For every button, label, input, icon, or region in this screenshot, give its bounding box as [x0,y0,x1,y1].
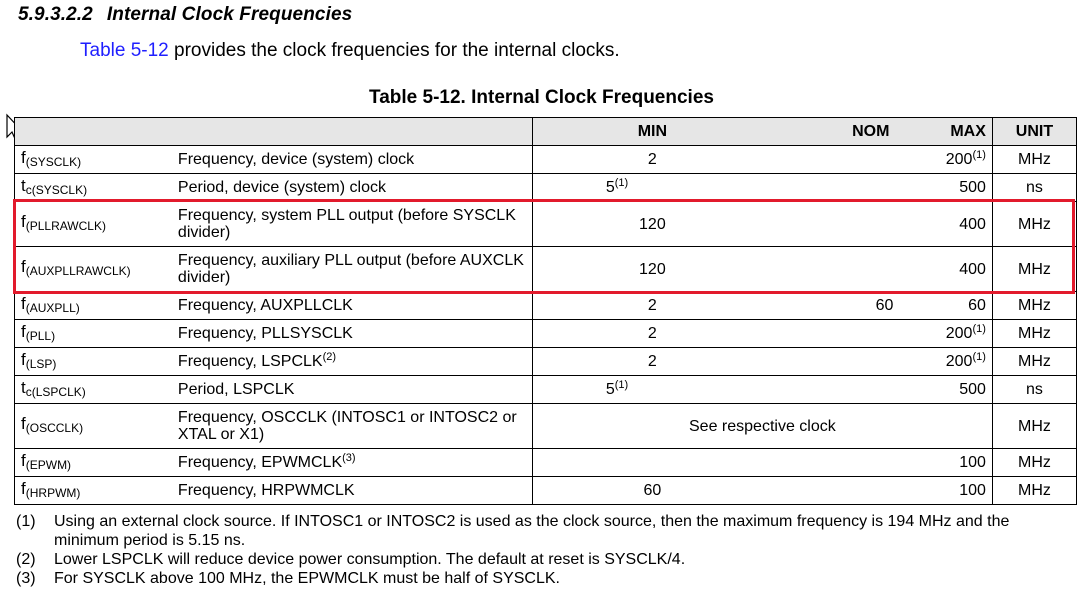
symbol: t [21,377,26,397]
table-row [15,348,1077,376]
description-cell [172,146,532,174]
nom-cell [772,320,900,348]
table-row [15,292,1077,320]
description-cell [172,449,532,477]
description: Frequency, OSCCLK (INTOSC1 or INTOSC2 or XTAL or X1) [177,409,517,443]
min-cell [532,146,772,174]
max-cell [899,202,992,247]
note-number: (2) [16,551,36,568]
unit-value: MHz [1018,260,1051,278]
unit-value: MHz [1018,417,1051,435]
min-value: 2 [647,297,657,314]
unit-value: MHz [1018,215,1051,233]
header-description [172,118,532,146]
symbol-cell [15,348,172,376]
min-cell [532,477,772,505]
table-row [15,247,1077,292]
table-row [15,449,1077,477]
description-cell [172,320,532,348]
symbol-cell [15,292,172,320]
description-footnote: (3) [342,452,356,464]
min-cell [532,292,772,320]
min-value: 2 [647,151,657,168]
max-cell [899,376,992,404]
unit-cell [992,202,1076,247]
nom-value: 60 [875,297,894,314]
max-footnote: (1) [972,323,986,335]
note-text: Lower LSPCLK will reduce device power consumption. The default at reset is SYSCLK/4. [54,551,686,568]
section-heading [18,4,352,26]
description: Period, device (system) clock [177,179,386,196]
nom-cell [772,146,900,174]
symbol-cell [15,320,172,348]
max-cell [899,292,992,320]
table-link[interactable]: Table 5-12 [80,40,169,61]
min-cell [532,320,772,348]
section-number: 5.9.3.2.2 [18,4,93,25]
intro-text: provides the clock frequencies for the internal clocks. [168,40,620,61]
unit-value: MHz [1018,454,1051,471]
symbol-subscript: (OSCCLK) [25,421,84,435]
note-item [16,512,1074,550]
header-min: MIN [532,118,772,146]
table-row [15,376,1077,404]
unit-value: MHz [1018,151,1051,168]
intro-paragraph [80,40,620,62]
max-value: 400 [959,215,986,233]
unit-value: ns [1025,179,1043,196]
symbol-subscript: (PLL) [25,328,56,343]
description: Period, LSPCLK [177,381,295,398]
symbol: f [21,257,26,276]
nom-cell [772,174,900,202]
max-cell [899,146,992,174]
table-row [15,174,1077,202]
symbol-cell [15,174,172,202]
description: Frequency, EPWMCLK [177,454,343,471]
max-cell [899,348,992,376]
symbol-cell [15,247,172,292]
max-footnote: (1) [972,149,986,161]
nom-cell [772,348,900,376]
symbol-subscript: (HRPWM) [25,485,81,500]
table-row [15,146,1077,174]
symbol-cell [15,404,172,449]
span-value: See respective clock [689,417,836,435]
max-value: 200 [945,325,973,342]
note-number: (1) [16,513,36,530]
symbol-cell [15,449,172,477]
description: Frequency, PLLSYSCLK [177,325,353,342]
min-value: 60 [643,482,662,499]
max-cell [899,247,992,292]
note-item [16,569,1074,588]
min-value: 120 [639,215,666,233]
description-cell [172,404,532,449]
section-title: Internal Clock Frequencies [106,4,353,25]
min-cell [532,174,772,202]
note-item [16,550,1074,569]
description-footnote: (2) [322,351,337,363]
max-cell [899,477,992,505]
description-cell [172,348,532,376]
note-number: (3) [16,570,36,587]
table-row [15,320,1077,348]
nom-cell [772,247,900,292]
description-cell [172,202,532,247]
min-cell [532,202,772,247]
description-cell [172,247,532,292]
unit-cell [992,320,1076,348]
symbol-subscript: (AUXPLL) [25,300,80,315]
symbol: f [21,478,26,498]
min-value: 5 [605,381,615,398]
max-value: 100 [959,454,986,471]
min-footnote: (1) [614,177,629,189]
symbol-subscript: (PLLRAWCLK) [25,219,106,233]
unit-value: MHz [1018,353,1051,370]
min-cell [532,247,772,292]
symbol: f [21,212,26,231]
nom-cell [772,449,900,477]
max-cell [899,449,992,477]
table-notes [16,512,1074,588]
symbol-subscript: (SYSCLK) [25,154,82,169]
symbol: f [21,414,26,433]
symbol-subscript: c(LSPCLK) [25,384,86,399]
unit-cell [992,247,1076,292]
min-value: 2 [647,325,657,342]
description: Frequency, auxiliary PLL output (before AUXCLK divider) [177,252,524,286]
nom-cell [772,292,900,320]
max-cell [899,174,992,202]
symbol: f [21,321,26,341]
min-cell [532,348,772,376]
max-cell [899,320,992,348]
nom-cell [772,202,900,247]
description: Frequency, device (system) clock [177,151,415,168]
symbol-cell [15,376,172,404]
max-value: 200 [945,151,973,168]
unit-cell [992,292,1076,320]
unit-value: MHz [1018,325,1051,342]
note-text: For SYSCLK above 100 MHz, the EPWMCLK must be half of SYSCLK. [54,570,560,587]
unit-cell [992,404,1076,449]
max-value: 500 [959,381,986,398]
unit-value: MHz [1018,297,1051,314]
symbol-subscript: (AUXPLLRAWCLK) [25,264,131,278]
max-value: 100 [959,482,986,499]
min-cell [532,449,772,477]
symbol: f [21,450,26,470]
table-header-row [15,118,1077,146]
nom-cell [772,376,900,404]
description: Frequency, HRPWMCLK [177,482,355,499]
symbol-subscript: (LSP) [25,356,57,371]
unit-cell [992,146,1076,174]
symbol-cell [15,202,172,247]
max-value: 500 [959,179,986,196]
max-footnote: (1) [972,351,986,363]
min-value: 120 [639,260,666,278]
description-cell [172,477,532,505]
clock-frequency-table [14,117,1077,505]
unit-cell [992,376,1076,404]
max-value: 200 [945,353,973,370]
unit-value: MHz [1018,482,1051,499]
table-row [15,404,1077,449]
unit-cell [992,477,1076,505]
symbol: t [21,175,26,195]
table-row [15,477,1077,505]
description-cell [172,174,532,202]
min-cell [532,376,772,404]
symbol-subscript: (EPWM) [25,457,72,472]
symbol: f [21,147,26,167]
symbol-cell [15,146,172,174]
unit-cell [992,449,1076,477]
description: Frequency, system PLL output (before SYSCLK divider) [177,207,516,241]
min-value: 2 [647,353,657,370]
header-max: MAX [899,118,992,146]
max-value: 400 [959,260,986,278]
description: Frequency, AUXPLLCLK [177,297,353,314]
symbol: f [21,293,26,313]
symbol: f [21,349,26,369]
note-text: Using an external clock source. If INTOSC1 or INTOSC2 is used as the clock source, then the maximum frequency is 194 MHz and the minimum period is 5.15 ns. [54,513,1010,549]
unit-cell [992,174,1076,202]
nom-cell [772,477,900,505]
table-row [15,202,1077,247]
symbol-subscript: c(SYSCLK) [25,182,88,197]
header-symbol [15,118,172,146]
description: Frequency, LSPCLK [177,353,323,370]
unit-cell [992,348,1076,376]
header-nom: NOM [772,118,900,146]
min-footnote: (1) [614,379,629,391]
max-value: 60 [968,297,986,314]
unit-value: ns [1025,381,1043,398]
span-value-cell [532,404,992,449]
header-unit: UNIT [992,118,1076,146]
symbol-cell [15,477,172,505]
description-cell [172,292,532,320]
table-caption: Table 5-12. Internal Clock Frequencies [369,87,714,108]
min-value: 5 [605,179,615,196]
description-cell [172,376,532,404]
